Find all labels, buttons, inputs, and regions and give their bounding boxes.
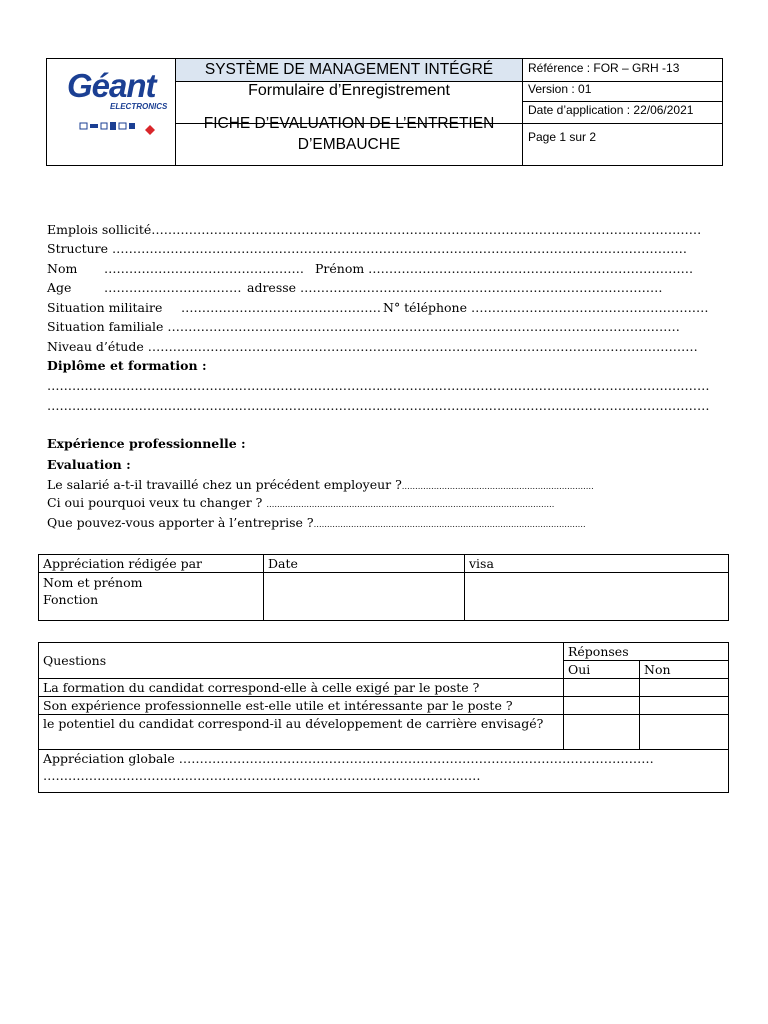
question-row-2: Son expérience professionnelle est-elle utile et intéressante par le poste ? xyxy=(39,697,564,715)
appreciation-globale-cell xyxy=(39,750,729,793)
evaluation-heading: Evaluation : xyxy=(47,457,131,472)
answer-oui-3[interactable] xyxy=(564,715,640,750)
page-number: Page 1 sur 2 xyxy=(528,130,597,144)
field-situation-familiale: Situation familiale …………………………………………………………………………………………………………… xyxy=(47,319,680,334)
label-nom-prenom: Nom et prénom xyxy=(43,575,143,590)
question-why-change xyxy=(47,495,554,513)
col-date: Date xyxy=(264,555,465,573)
col-appreciation: Appréciation rédigée par xyxy=(39,555,264,573)
field-nom-label: Nom xyxy=(47,261,78,276)
field-situation-militaire-dots: ………………………………………… xyxy=(181,300,381,315)
field-situation-militaire: Situation militaire xyxy=(47,300,163,315)
logo-brand: Géant xyxy=(67,67,156,104)
answer-non-1[interactable] xyxy=(640,679,729,697)
field-telephone: N° téléphone ………………………………………………… xyxy=(383,300,709,315)
field-prenom: Prénom …………………………………………………………………… xyxy=(315,261,694,276)
version: Version : 01 xyxy=(528,82,592,96)
document-title-line1: FICHE D’EVALUATION DE L’ENTRETIEN xyxy=(203,115,495,132)
question-row-3: le potentiel du candidat correspond-il au développement de carrière envisagé? xyxy=(39,715,564,750)
reference: Référence : FOR – GRH -13 xyxy=(528,61,680,75)
form-type: Formulaire d’Enregistrement xyxy=(248,82,450,99)
question-why-change-dots: ……………………………………………………………………………………………… xyxy=(266,500,555,509)
date-application: Date d’application : 22/06/2021 xyxy=(528,103,694,117)
cell-date-value xyxy=(264,573,465,621)
product-icons xyxy=(79,120,159,132)
field-age-label: Age xyxy=(47,280,72,295)
question-previous-employer-dots: ……………………………………………………………… xyxy=(401,482,594,491)
question-previous-employer xyxy=(47,477,594,495)
diplome-line-2: …………………………………………………………………………………………………………………………………………… xyxy=(47,398,710,413)
document-header xyxy=(46,58,723,166)
field-adresse: adresse …………………………………………………………………………… xyxy=(247,280,663,295)
company-logo xyxy=(47,59,175,165)
diplome-line-1: …………………………………………………………………………………………………………………………………………… xyxy=(47,378,710,393)
questions-table xyxy=(38,642,729,793)
field-niveau-etude: Niveau d’étude …………………………………………………………………………………………………………………… xyxy=(47,339,698,354)
non-header: Non xyxy=(640,661,729,679)
field-nom-dots: ………………………………………… xyxy=(104,261,304,276)
document-title-line2: D’EMBAUCHE xyxy=(297,136,401,153)
system-title: SYSTÈME DE MANAGEMENT INTÉGRÉ xyxy=(204,61,494,78)
oui-header: Oui xyxy=(564,661,640,679)
col-visa: visa xyxy=(465,555,729,573)
label-fonction: Fonction xyxy=(43,592,99,607)
field-age-dots: …………………………… xyxy=(104,280,242,295)
field-emploi: Emplois sollicité…………………………………………………………………………………………………………………… xyxy=(47,222,702,237)
logo-subtitle: ELECTRONICS xyxy=(110,102,168,111)
system-title-cell xyxy=(176,59,522,81)
diplome-heading: Diplôme et formation : xyxy=(47,358,207,373)
question-row-1: La formation du candidat correspond-elle à celle exigé par le poste ? xyxy=(39,679,564,697)
field-structure: Structure ………………………………………………………………………………………………………………………… xyxy=(47,241,688,256)
reponses-header: Réponses xyxy=(564,643,729,661)
cell-visa-value xyxy=(465,573,729,621)
appreciation-table xyxy=(38,554,729,621)
answer-oui-2[interactable] xyxy=(564,697,640,715)
questions-header: Questions xyxy=(39,643,564,679)
appreciation-globale-dots: …………………………………………………………………………………………… xyxy=(43,768,481,783)
appreciation-globale-label: Appréciation globale …………………………………………………………………………………………………… xyxy=(43,751,654,766)
question-contribution xyxy=(47,515,586,533)
question-why-change-text: Ci oui pourquoi veux tu changer ? xyxy=(47,495,263,510)
question-contribution-dots: ………………………………………………………………………………………… xyxy=(313,520,586,529)
question-contribution-text: Que pouvez-vous apporter à l’entreprise ? xyxy=(47,515,314,530)
answer-non-3[interactable] xyxy=(640,715,729,750)
cell-nom-fonction xyxy=(39,573,264,621)
answer-oui-1[interactable] xyxy=(564,679,640,697)
answer-non-2[interactable] xyxy=(640,697,729,715)
experience-heading: Expérience professionnelle : xyxy=(47,436,246,451)
question-previous-employer-text: Le salarié a-t-il travaillé chez un précédent employeur ? xyxy=(47,477,402,492)
